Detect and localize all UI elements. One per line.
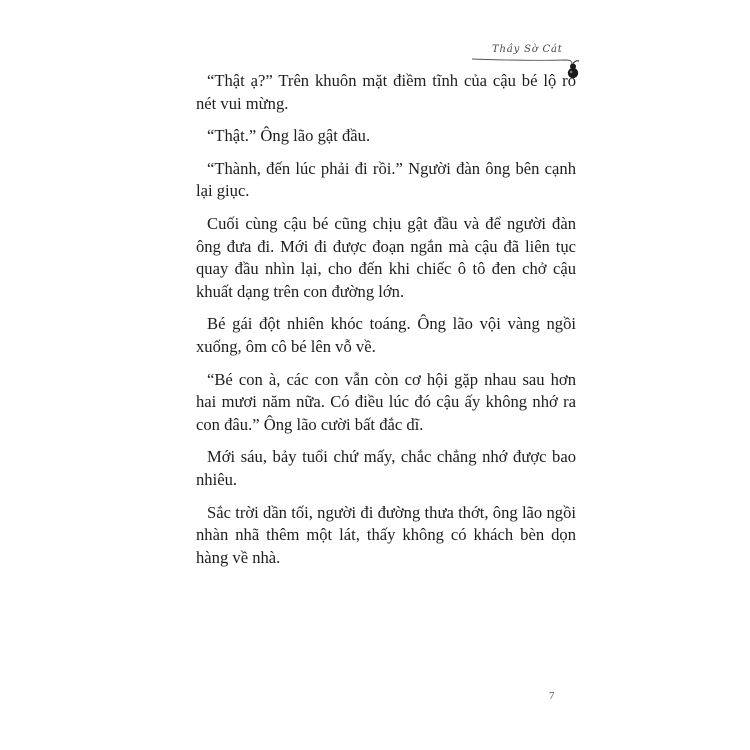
paragraph: Sắc trời dần tối, người đi đường thưa thớt, ông lão ngồi nhàn nhã thêm một lát, thấy không có khách bèn dọn hàng về nhà. <box>196 502 576 567</box>
paragraph: “Thành, đến lúc phải đi rồi.” Người đàn ông bên cạnh lại giục. <box>196 158 576 201</box>
paragraph: Cuối cùng cậu bé cũng chịu gật đầu và để người đàn ông đưa đi. Mới đi được đoạn ngắn mà cậu đã liên tục quay đầu nhìn lại, cho đến khi chiếc ô tô đen chở cậu khuất dạng trên con đường lớn. <box>196 213 576 301</box>
paragraph: Mới sáu, bảy tuổi chứ mấy, chắc chẳng nhớ được bao nhiêu. <box>196 447 576 489</box>
paragraph: “Bé con à, các con vẫn còn cơ hội gặp nhau sau hơn hai mươi năm nữa. Có điều lúc đó cậu ấy không nhớ ra con đâu.” Ông lão cười bất đắc dĩ. <box>196 369 576 434</box>
running-header: Thầy Sờ Cát <box>492 44 563 55</box>
page-number: 7 <box>549 690 555 702</box>
paragraph: Bé gái đột nhiên khóc toáng. Ông lão vội vàng ngồi xuống, ôm cô bé lên vỗ về. <box>196 314 576 356</box>
paragraph: “Thật.” Ông lão gật đầu. <box>207 126 371 146</box>
body-text <box>196 70 576 579</box>
paragraph: “Thật ạ?” Trên khuôn mặt điềm tĩnh của cậu bé lộ rõ nét vui mừng. <box>196 71 576 113</box>
